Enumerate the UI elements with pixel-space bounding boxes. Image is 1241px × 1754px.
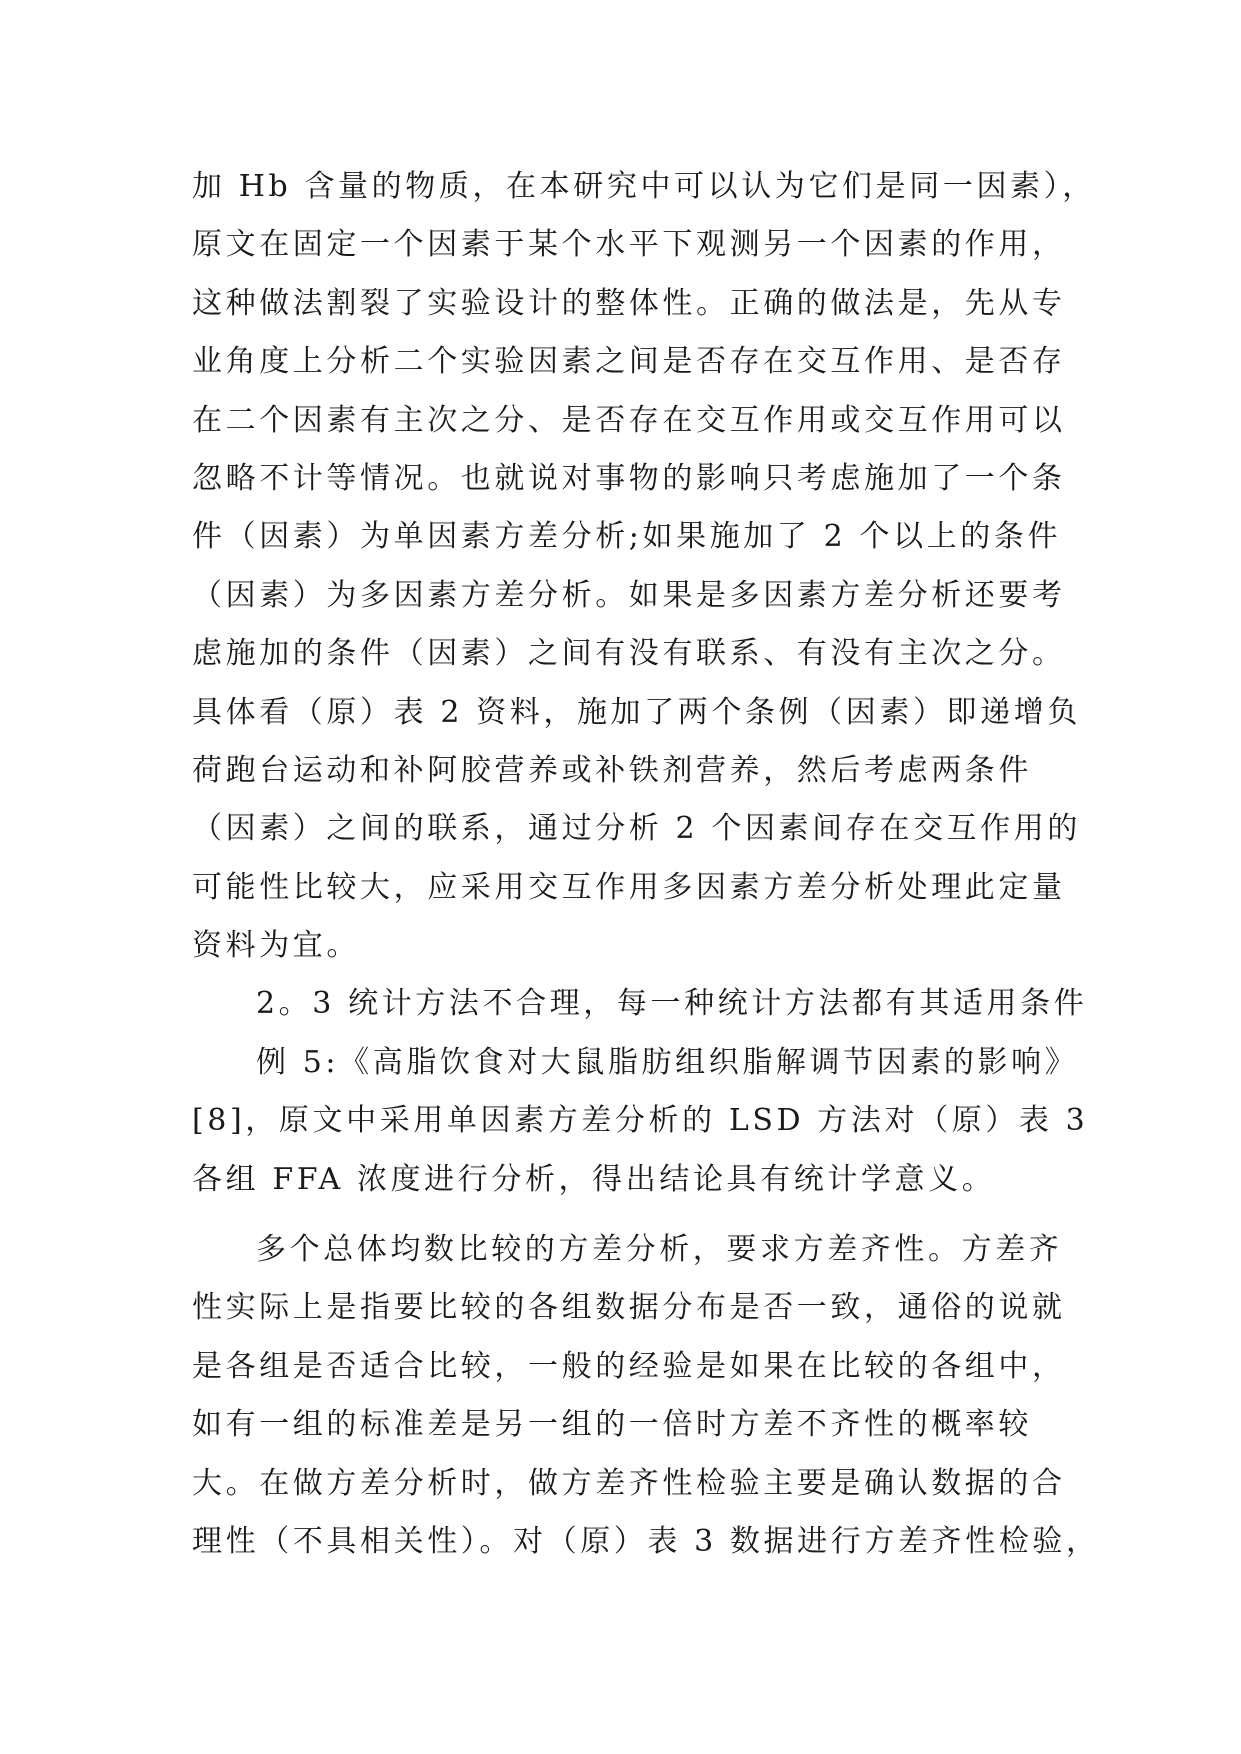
text-line: 件（因素）为单因素方差分析;如果施加了 2 个以上的条件 [192,519,1062,555]
text-line: 这种做法割裂了实验设计的整体性。正确的做法是，先从专 [192,285,1066,321]
paragraph-spacer [192,1209,1052,1221]
text-line: 例 5:《高脂饮食对大鼠脂肪组织脂解调节因素的影响》 [256,1044,1079,1080]
text-line: 忽略不计等情况。也就说对事物的影响只考虑施加了一个条 [192,460,1066,496]
paragraph-2 [192,1221,1100,1571]
text-line: 具体看（原）表 2 资料，施加了两个条例（因素）即递增负 [192,694,1081,730]
section-heading: 2。3 统计方法不合理，每一种统计方法都有其适用条件 [256,986,1088,1022]
text-line: 荷跑台运动和补阿胶营养或补铁剂营养，然后考虑两条件 [192,752,1032,788]
text-line: （因素）为多因素方差分析。如果是多因素方差分析还要考 [192,577,1066,613]
text-line: 多个总体均数比较的方差分析，要求方差齐性。方差齐 [256,1232,1063,1268]
text-line: 大。在做方差分析时，做方差齐性检验主要是确认数据的合 [192,1465,1066,1501]
text-line: 加 Hb 含量的物质，在本研究中可以认为它们是同一因素）， [192,169,1096,204]
text-line: [8]，原文中采用单因素方差分析的 LSD 方法对（原）表 3 [192,1103,1089,1139]
text-line: 资料为宜。 [192,928,360,964]
text-line: （因素）之间的联系，通过分析 2 个因素间存在交互作用的 [192,811,1081,847]
text-line: 如有一组的标准差是另一组的一倍时方差不齐性的概率较 [192,1407,1032,1443]
text-line: 各组 FFA 浓度进行分析，得出结论具有统计学意义。 [192,1161,996,1197]
text-line: 虑施加的条件（因素）之间有没有联系、有没有主次之分。 [192,636,1066,672]
text-line: 在二个因素有主次之分、是否存在交互作用或交互作用可以 [192,402,1066,438]
example-paragraph [192,1034,1089,1209]
paragraph-1 [192,158,1096,975]
text-line: 是各组是否适合比较，一般的经验是如果在比较的各组中， [192,1348,1066,1384]
text-line: 性实际上是指要比较的各组数据分布是否一致，通俗的说就 [192,1290,1066,1326]
text-line: 原文在固定一个因素于某个水平下观测另一个因素的作用， [192,227,1066,263]
text-line: 可能性比较大，应采用交互作用多因素方差分析处理此定量 [192,869,1066,905]
document-body [192,158,1100,1571]
text-line: 业角度上分析二个实验因素之间是否存在交互作用、是否存 [192,344,1066,380]
text-line: 理性（不具相关性）。对（原）表 3 数据进行方差齐性检验， [192,1523,1100,1559]
